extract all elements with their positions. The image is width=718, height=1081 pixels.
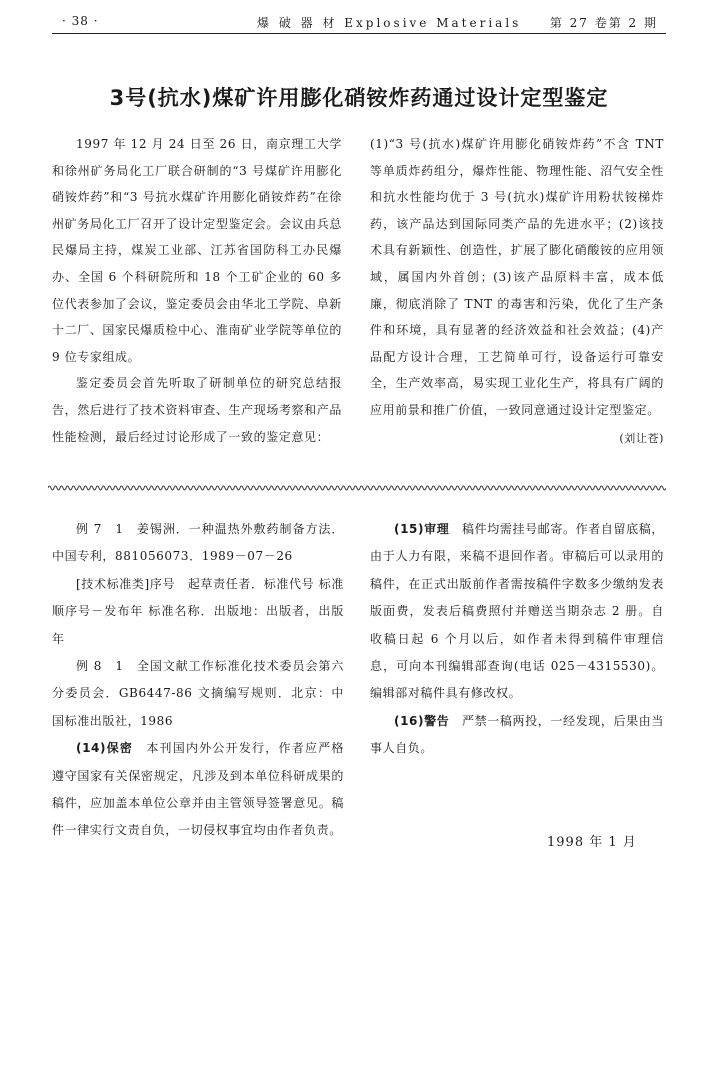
section-body: 本刊国内外公开发行，作者应严格遵守国家有关保密规定，凡涉及到本单位科研成果的稿件，应加盖本单位公章并由主管领导签署意见。稿件一律实行文责自负，一切侵权事宜均由作者负责。 [52,741,344,838]
notice-section [52,735,344,845]
article-paragraph: 鉴定委员会首先听取了研制单位的研究总结报告，然后进行了技术资料审查、生产现场考察和产品性能检测，最后经过讨论形成了一致的鉴定意见： [52,376,342,444]
notices-right-column [370,516,664,763]
reference-item: 例 7 1 姜锡洲．一种温热外敷药制备方法．中国专利，881056073．1989－07－26 [52,522,344,564]
issue-date: 1998 年 1 月 [547,835,637,850]
reference-item: [技术标准类]序号 起草责任者．标准代号 标准顺序号－发布年 标准名称．出版地：出版者，出版年 [52,576,344,646]
article-right-column [370,131,664,452]
section-divider [48,482,666,494]
section-heading: (14)保密 [76,741,134,756]
section-body: 稿件均需挂号邮寄。作者自留底稿，由于人力有限，来稿不退回作者。审稿后可以录用的稿件，在正式出版前作者需按稿件字数多少缴纳发表版面费，发表后稿费照付并赠送当期杂志 2 册。自收稿日起 6 个月以后，如作者未得到稿件审理信息，可向本刊编辑部查询(电话 025－4315530)。编辑部对稿件具有修改权。 [370,522,664,701]
article-paragraph: (1)“3 号(抗水)煤矿许用膨化硝铵炸药”不含 TNT 等单质炸药组分，爆炸性能、物理性能、沼气安全性和抗水性能均优于 3 号(抗水)煤矿许用粉状铵梯炸药，该产品达到国际同类产品的先进水平；(2)该技术具有新颖性、创造性，扩展了膨化硝酸铵的应用领域，属国内外首创；(3)该产品原料丰富，成本低廉，彻底消除了 TNT 的毒害和污染，优化了生产条件和环境，具有显著的经济效益和社会效益；(4)产品配方设计合理，工艺简单可行，设备运行可靠安全，生产效率高，易实现工业化生产，将具有广阔的应用前景和推广价值，一致同意通过设计定型鉴定。 [370,137,664,417]
section-heading: (15)审理 [394,522,450,536]
header-rule [52,33,666,34]
notice-section [370,516,664,708]
article-paragraph: 1997 年 12 月 24 日至 26 日，南京理工大学和徐州矿务局化工厂联合研制的“3 号煤矿许用膨化硝铵炸药”和“3 号抗水煤矿许用膨化硝铵炸药”在徐州矿务局化工厂召开了设计定型鉴定会。会议由兵总民爆局主持，煤炭工业部、江苏省国防科工办民爆办、全国 6 个科研院所和 18 个工矿企业的 60 多位代表参加了会议，鉴定委员会由华北工学院、阜新十二厂、国家民爆质检中心、淮南矿业学院等单位的 9 位专家组成。 [52,137,342,364]
page-number: · 38 · [62,14,99,28]
running-header [52,10,664,32]
section-heading: (16)警告 [394,713,450,728]
journal-name: 爆 破 器 材 Explosive Materials [257,16,522,30]
article-title: 3号(抗水)煤矿许用膨化硝铵炸药通过设计定型鉴定 [109,86,609,110]
reference-item: 例 8 1 全国文献工作标准化技术委员会第六分委员会．GB6447-86 文摘编写规则．北京：中国标准出版社，1986 [52,659,344,728]
references-left-column [52,516,344,845]
notice-section [370,708,664,763]
issue-label: 第 27 卷第 2 期 [549,16,658,30]
section-body: 严禁一稿两投，一经发现，后果由当事人自负。 [370,713,664,756]
article-left-column [52,131,342,450]
author-signature: (刘让苍) [619,431,664,445]
